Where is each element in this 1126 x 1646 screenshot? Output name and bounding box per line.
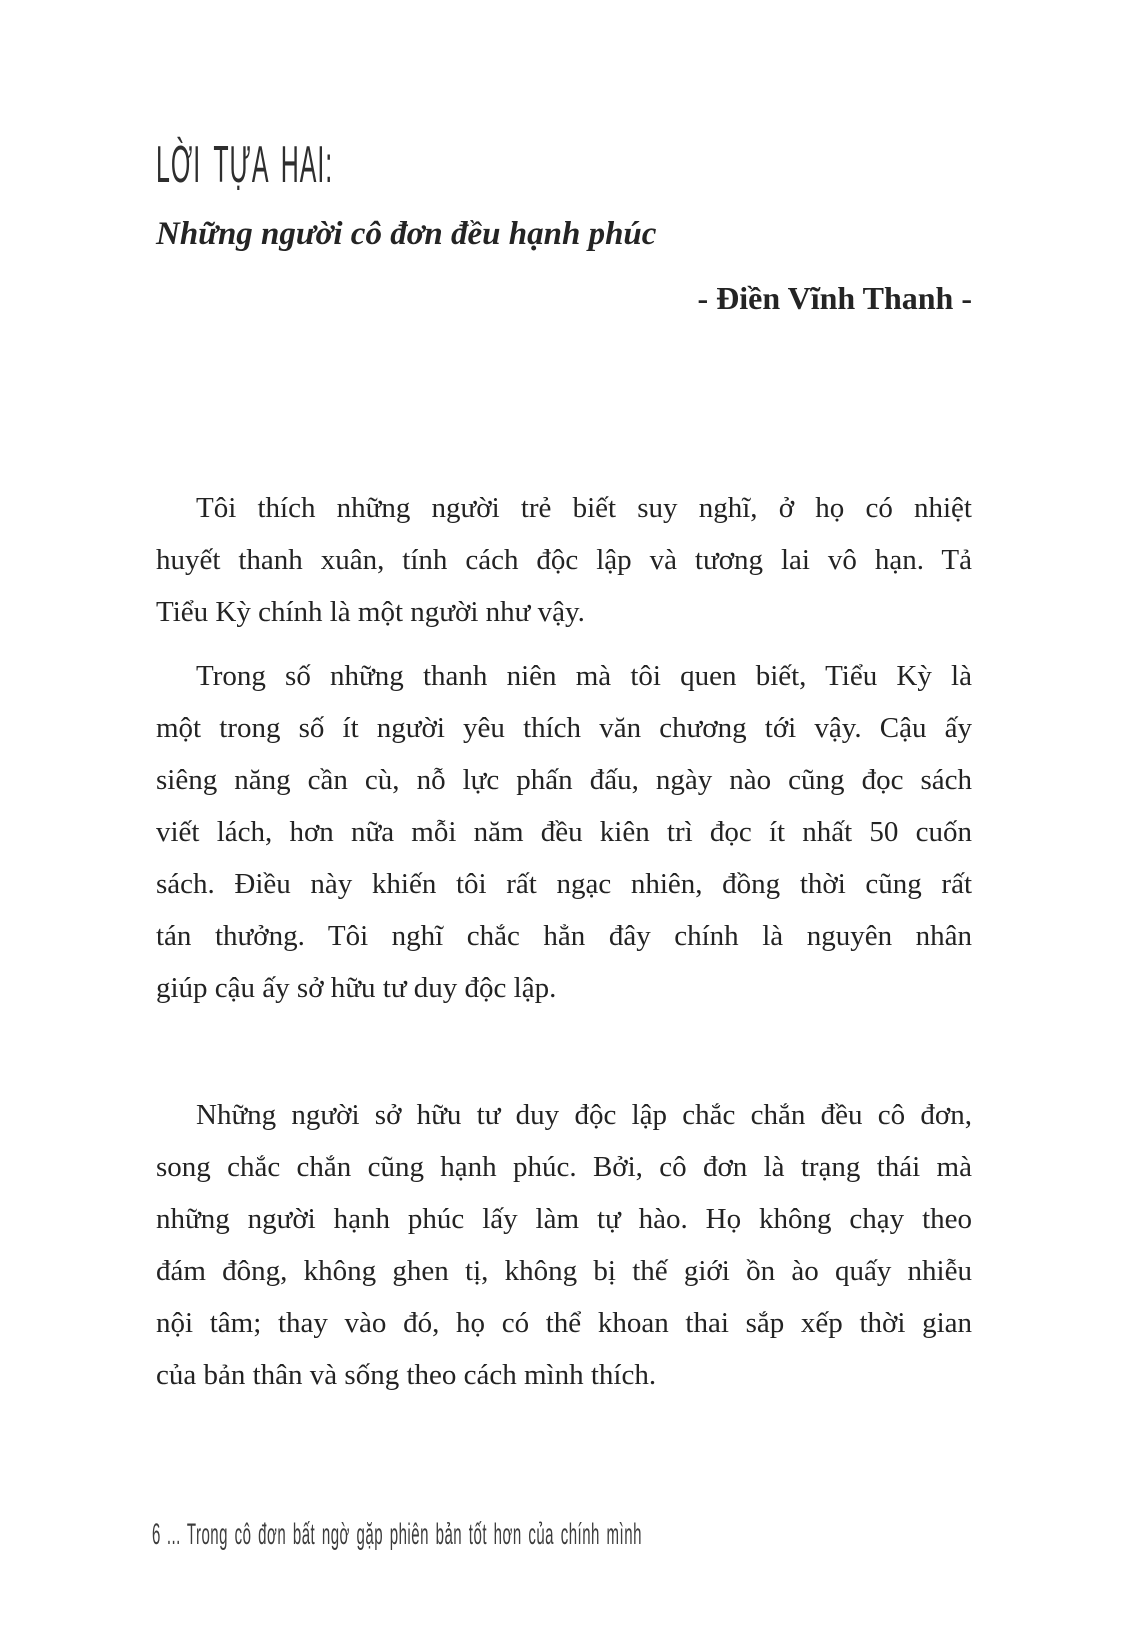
page-footer bbox=[152, 1517, 642, 1553]
text-line: sách. Điều này khiến tôi rất ngạc nhiên, đồng thời cũng rất bbox=[156, 868, 972, 900]
page-number: 6 bbox=[152, 1518, 161, 1551]
paragraph-2 bbox=[156, 650, 972, 1014]
text-line: huyết thanh xuân, tính cách độc lập và tương lai vô hạn. Tả bbox=[156, 544, 972, 576]
text-line: siêng năng cần cù, nỗ lực phấn đấu, ngày nào cũng đọc sách bbox=[156, 764, 972, 796]
body-text bbox=[156, 482, 972, 1401]
author-attribution: - Điền Vĩnh Thanh - bbox=[697, 280, 972, 316]
text-line: Tôi thích những người trẻ biết suy nghĩ, ở họ có nhiệt bbox=[196, 492, 972, 524]
text-line: tán thưởng. Tôi nghĩ chắc hẳn đây chính là nguyên nhân bbox=[156, 920, 972, 952]
text-line: Trong số những thanh niên mà tôi quen biết, Tiểu Kỳ là bbox=[196, 660, 972, 692]
text-line: viết lách, hơn nữa mỗi năm đều kiên trì đọc ít nhất 50 cuốn bbox=[156, 816, 972, 848]
paragraph-1 bbox=[156, 482, 972, 638]
footer-ellipsis: ... bbox=[166, 1518, 181, 1551]
running-book-title: Trong cô đơn bất ngờ gặp phiên bản tốt hơn của chính mình bbox=[186, 1518, 642, 1551]
text-line: những người hạnh phúc lấy làm tự hào. Họ không chạy theo bbox=[156, 1203, 972, 1235]
text-line: của bản thân và sống theo cách mình thích. bbox=[156, 1359, 657, 1391]
text-line: Tiểu Kỳ chính là một người như vậy. bbox=[156, 596, 585, 628]
text-line: đám đông, không ghen tị, không bị thế giới ồn ào quấy nhiễu bbox=[156, 1255, 972, 1287]
chapter-subtitle: Những người cô đơn đều hạnh phúc bbox=[156, 216, 657, 252]
text-line: nội tâm; thay vào đó, họ có thể khoan thai sắp xếp thời gian bbox=[156, 1307, 972, 1339]
text-line: một trong số ít người yêu thích văn chương tới vậy. Cậu ấy bbox=[156, 712, 972, 744]
text-line: giúp cậu ấy sở hữu tư duy độc lập. bbox=[156, 972, 557, 1004]
text-line: Những người sở hữu tư duy độc lập chắc chắn đều cô đơn, bbox=[196, 1099, 972, 1131]
text-line: song chắc chắn cũng hạnh phúc. Bởi, cô đơn là trạng thái mà bbox=[156, 1151, 972, 1183]
paragraph-3 bbox=[156, 1089, 972, 1401]
chapter-heading: LỜI TỰA HAI: bbox=[156, 136, 334, 194]
